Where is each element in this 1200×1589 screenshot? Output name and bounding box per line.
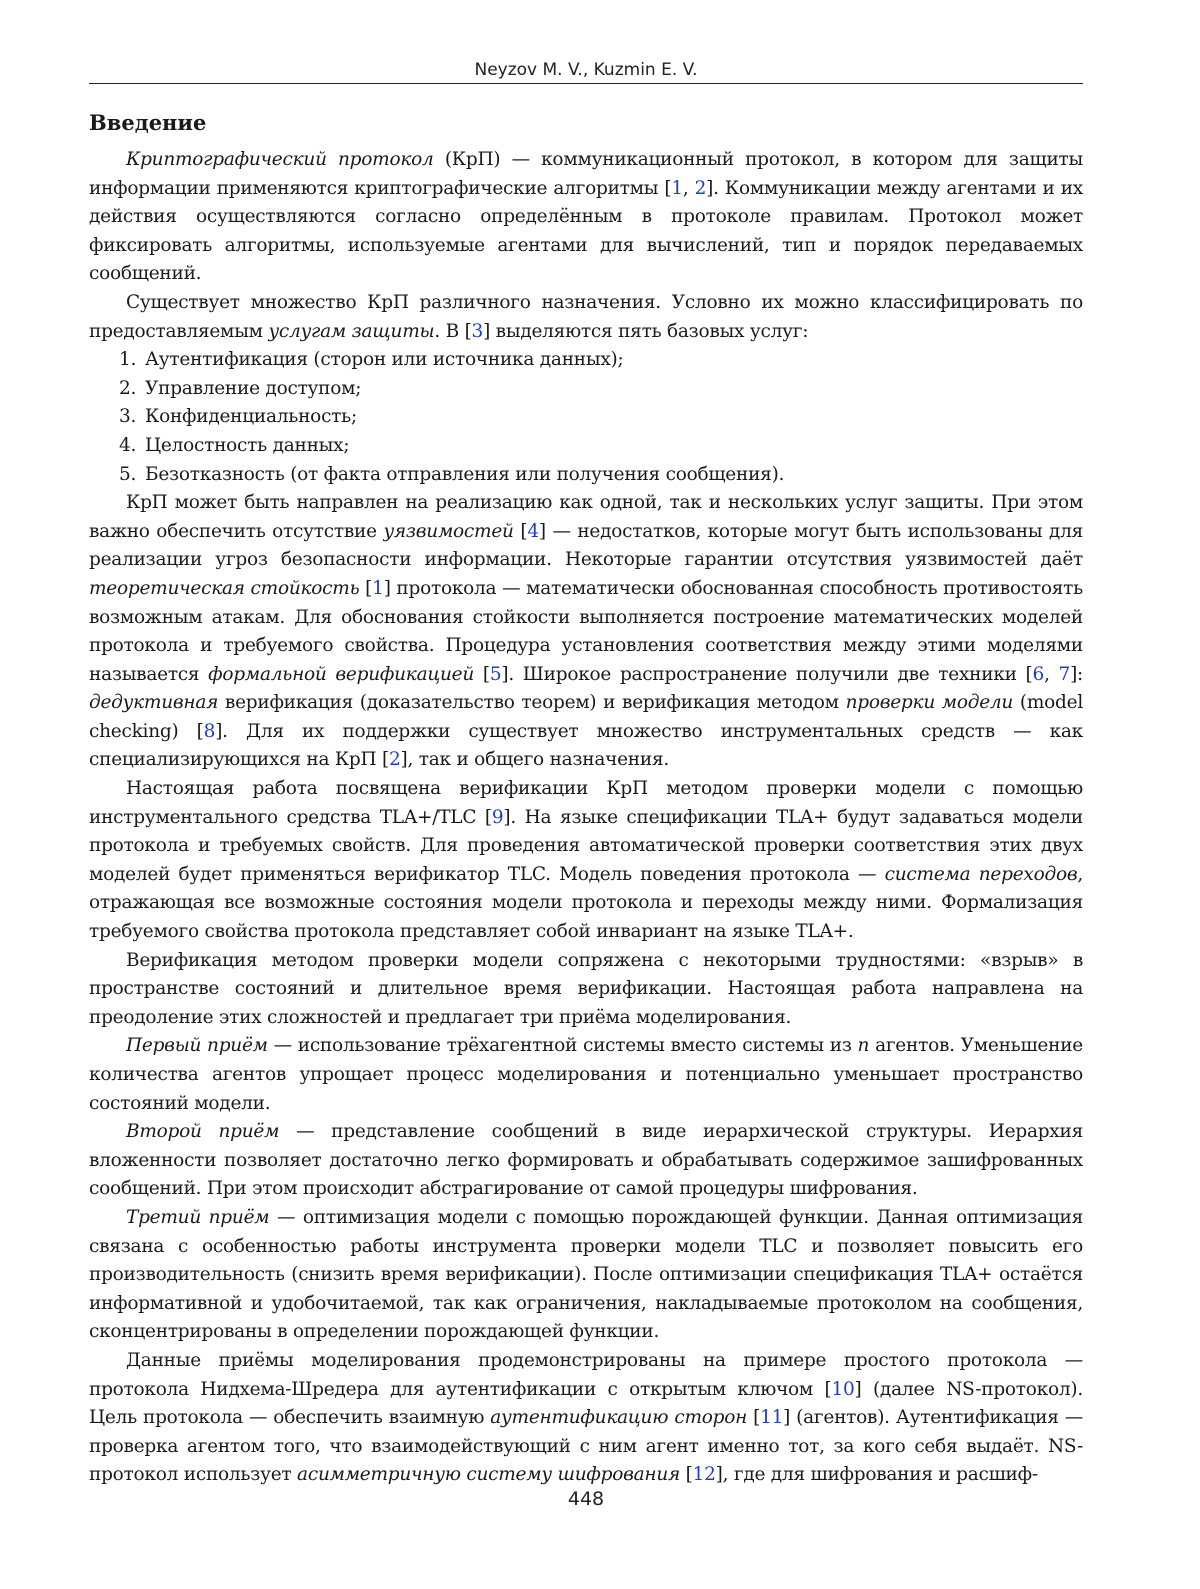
citation-link[interactable]: 11 bbox=[760, 1407, 784, 1429]
list-item: 1. Аутентификация (сторон или источника данных); bbox=[119, 349, 624, 371]
paragraph-9: Данные приёмы моделирования продемонстрированы на примере простого протокола — протокола Нидхема-Шредера для аутентификации с открытым ключом [10] (далее NS-протокол). Цель протокола — обеспечить взаимную аутентификацию сторон [11] (агентов). Аутентификация — проверка агентом того, что взаимодействующий с ним агент именно тот, за кого себя выдаёт. NS-протокол использует асимметричную систему шифрования [12], где для шифрования и расшиф- bbox=[89, 1349, 1083, 1486]
term: дедуктивная bbox=[89, 692, 219, 714]
term: система переходов bbox=[884, 863, 1078, 885]
term: услугам защиты bbox=[268, 320, 435, 342]
paragraph-2: Существует множество КрП различного назначения. Условно их можно классифицировать по предоставляемым услугам защиты. В [3] выделяются пять базовых услуг: bbox=[89, 291, 1083, 342]
list-item: 4. Целостность данных; bbox=[119, 434, 350, 456]
citation-link[interactable]: 12 bbox=[692, 1464, 716, 1486]
page-number: 448 bbox=[567, 1488, 605, 1510]
term: асимметричную систему шифрования bbox=[297, 1464, 680, 1486]
citation-link[interactable]: 5 bbox=[489, 663, 502, 685]
citation-link[interactable]: 4 bbox=[527, 520, 539, 542]
term: формальной верификацией bbox=[208, 663, 475, 685]
paragraph-4: Настоящая работа посвящена верификации КрП методом проверки модели с помощью инструментального средства TLA+/TLC [9]. На языке спецификации TLA+ будут задаваться модели протокола и требуемых свойств. Для проведения автоматической проверки соответствия этих двух моделей будет применяться верификатор TLC. Модель поведения протокола — система переходов, отражающая все возможные состояния модели протокола и переходы между ними. Формализация требуемого свойства протокола представляет собой инвариант на языке TLA+. bbox=[89, 778, 1084, 943]
list-item: 5. Безотказность (от факта отправления или получения сообщения). bbox=[119, 463, 785, 485]
body-text bbox=[89, 146, 1083, 1490]
section-title: Введение bbox=[89, 110, 207, 135]
list-item: 3. Конфиденциальность; bbox=[119, 406, 357, 428]
running-header: Neyzov M. V., Kuzmin E. V. bbox=[474, 60, 698, 80]
paragraph-8: Третий приём — оптимизация модели с помощью порождающей функции. Данная оптимизация связана с особенностью работы инструмента проверки модели TLC и позволяет повысить его производительность (снизить время верификации). После оптимизации спецификация TLA+ остаётся информативной и удобочитаемой, так как ограничения, накладываемые протоколом на сообщения, сконцентрированы в определении порождающей функции. bbox=[89, 1206, 1083, 1343]
term: теоретическая стойкость bbox=[89, 577, 360, 599]
services-list bbox=[89, 346, 1083, 489]
citation-link[interactable]: 7 bbox=[1058, 663, 1071, 685]
paragraph-1: Криптографический протокол (КрП) — коммуникационный протокол, в котором для защиты информации применяются криптографические алгоритмы [1, 2]. Коммуникации между агентами и их действия осуществляются согласно определённым в протоколе правилам. Протокол может фиксировать алгоритмы, используемые агентами для вычислений, тип и порядок передаваемых сообщений. bbox=[89, 149, 1083, 285]
header-rule bbox=[89, 83, 1083, 84]
term: Второй приём bbox=[126, 1121, 280, 1143]
citation-link[interactable]: 2 bbox=[389, 749, 401, 771]
citation-link[interactable]: 6 bbox=[1032, 663, 1045, 685]
paragraph-5: Верификация методом проверки модели сопряжена с некоторыми трудностями: «взрыв» в пространстве состояний и длительное время верификации. Настоящая работа направлена на преодоление этих сложностей и предлагает три приёма моделирования. bbox=[89, 949, 1083, 1028]
term: Первый приём bbox=[126, 1035, 268, 1057]
citation-link[interactable]: 3 bbox=[471, 320, 484, 342]
list-item: 2. Управление доступом; bbox=[119, 377, 362, 399]
paragraph-7: Второй приём — представление сообщений в виде иерархической структуры. Иерархия вложенности позволяет достаточно легко формировать и обрабатывать содержимое зашифрованных сообщений. При этом происходит абстрагирование от самой процедуры шифрования. bbox=[89, 1121, 1083, 1200]
term: n bbox=[857, 1035, 870, 1057]
term: Криптографический протокол bbox=[126, 149, 434, 170]
term: проверки модели bbox=[845, 692, 1014, 714]
citation-link[interactable]: 10 bbox=[831, 1378, 855, 1400]
term: уязвимостей bbox=[383, 520, 514, 542]
term: Третий приём bbox=[126, 1206, 270, 1228]
term: аутентификацию сторон bbox=[490, 1407, 748, 1429]
citation-link[interactable]: 8 bbox=[203, 720, 216, 742]
citation-link[interactable]: 1 bbox=[671, 177, 683, 199]
paragraph-6: Первый приём — использование трёхагентной системы вместо системы из n агентов. Уменьшение количества агентов упрощает процесс моделирования и потенциально уменьшает пространство состояний модели. bbox=[89, 1035, 1083, 1114]
paragraph-3: КрП может быть направлен на реализацию как одной, так и нескольких услуг защиты. При этом важно обеспечить отсутствие уязвимостей [4] — недостатков, которые могут быть использованы для реализации угроз безопасности информации. Некоторые гарантии отсутствия уязвимостей даёт теоретическая стойкость [1] протокола — математически обоснованная способность противостоять возможным атакам. Для обоснования стойкости выполняется построение математических моделей протокола и требуемого свойства. Процедура установления соответствия между этими моделями называется формальной верификацией [5]. Широкое распространение получили две техники [6, 7]: дедуктивная верификация (доказательство теорем) и верификация методом проверки модели (model checking) [8]. Для их поддержки существует множество инструментальных средств — как специализирующихся на КрП [2], так и общего назначения. bbox=[89, 492, 1084, 771]
citation-link[interactable]: 9 bbox=[491, 806, 504, 828]
citation-link[interactable]: 1 bbox=[372, 577, 384, 599]
citation-link[interactable]: 2 bbox=[694, 177, 707, 199]
